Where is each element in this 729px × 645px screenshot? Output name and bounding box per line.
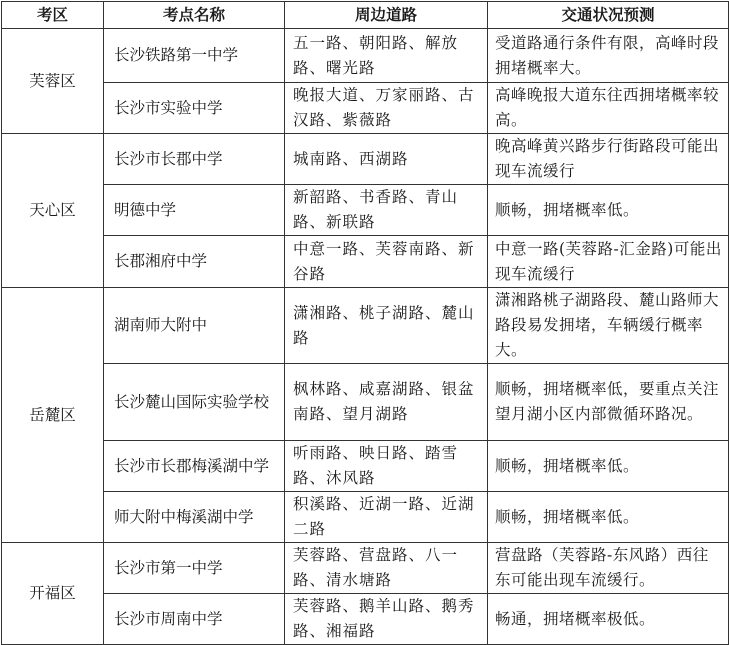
table-row [2,83,729,134]
header-district: 考区 [2,2,104,29]
site-roads: 听雨路、映日路、踏雪路、沐风路 [285,441,488,492]
traffic-prediction: 潇湘路桃子湖路段、麓山路师大路段易发拥堵，车辆缓行概率大。 [488,288,729,364]
site-roads: 城南路、西湖路 [285,134,488,185]
header-site-name: 考点名称 [104,2,285,29]
site-name: 明德中学 [104,185,285,236]
site-roads: 潇湘路、桃子湖路、麓山路 [285,288,488,364]
traffic-prediction: 顺畅，拥堵概率低。 [488,441,729,492]
district-cell: 岳麓区 [2,288,104,543]
site-name: 长沙市长郡中学 [104,134,285,185]
table-row [2,185,729,236]
traffic-prediction: 顺畅，拥堵概率低。 [488,185,729,236]
site-name: 湖南师大附中 [104,288,285,364]
table-row [2,441,729,492]
header-traffic-prediction: 交通状况预测 [488,2,729,29]
table-row [2,543,729,594]
traffic-prediction: 顺畅，拥堵概率低。 [488,492,729,543]
site-name: 师大附中梅溪湖中学 [104,492,285,543]
header-roads: 周边道路 [285,2,488,29]
site-roads: 芙蓉路、营盘路、八一路、清水塘路 [285,543,488,594]
header-row [2,2,729,29]
site-name: 长郡湘府中学 [104,236,285,288]
site-roads: 枫林路、咸嘉湖路、银盆南路、望月湖路 [285,364,488,441]
table-row [2,288,729,364]
table-row [2,29,729,83]
site-name: 长沙麓山国际实验学校 [104,364,285,441]
site-roads: 积溪路、近湖一路、近湖二路 [285,492,488,543]
site-roads: 新韶路、书香路、青山路、新联路 [285,185,488,236]
table-row [2,364,729,441]
site-roads: 中意一路、芙蓉南路、新谷路 [285,236,488,288]
site-name: 长沙市实验中学 [104,83,285,134]
exam-traffic-table [1,1,729,645]
traffic-prediction: 晚高峰黄兴路步行街路段可能出现车流缓行 [488,134,729,185]
traffic-prediction: 畅通，拥堵概率极低。 [488,594,729,645]
site-roads: 晚报大道、万家丽路、古汉路、紫薇路 [285,83,488,134]
site-name: 长沙市周南中学 [104,594,285,645]
traffic-prediction: 高峰晚报大道东往西拥堵概率较高。 [488,83,729,134]
site-name: 长沙市第一中学 [104,543,285,594]
district-cell: 开福区 [2,543,104,645]
traffic-prediction: 营盘路（芙蓉路-东风路）西往东可能出现车流缓行。 [488,543,729,594]
site-roads: 五一路、朝阳路、解放路、曙光路 [285,29,488,83]
site-name: 长沙市长郡梅溪湖中学 [104,441,285,492]
table-row [2,236,729,288]
table-row [2,134,729,185]
traffic-prediction: 顺畅，拥堵概率低，要重点关注望月湖小区内部微循环路况。 [488,364,729,441]
district-cell: 天心区 [2,134,104,288]
site-name: 长沙铁路第一中学 [104,29,285,83]
table-row [2,492,729,543]
traffic-prediction: 受道路通行条件有限，高峰时段拥堵概率大。 [488,29,729,83]
site-roads: 芙蓉路、鹅羊山路、鹅秀路、湘福路 [285,594,488,645]
district-cell: 芙蓉区 [2,29,104,134]
traffic-prediction: 中意一路(芙蓉路-汇金路)可能出现车流缓行 [488,236,729,288]
